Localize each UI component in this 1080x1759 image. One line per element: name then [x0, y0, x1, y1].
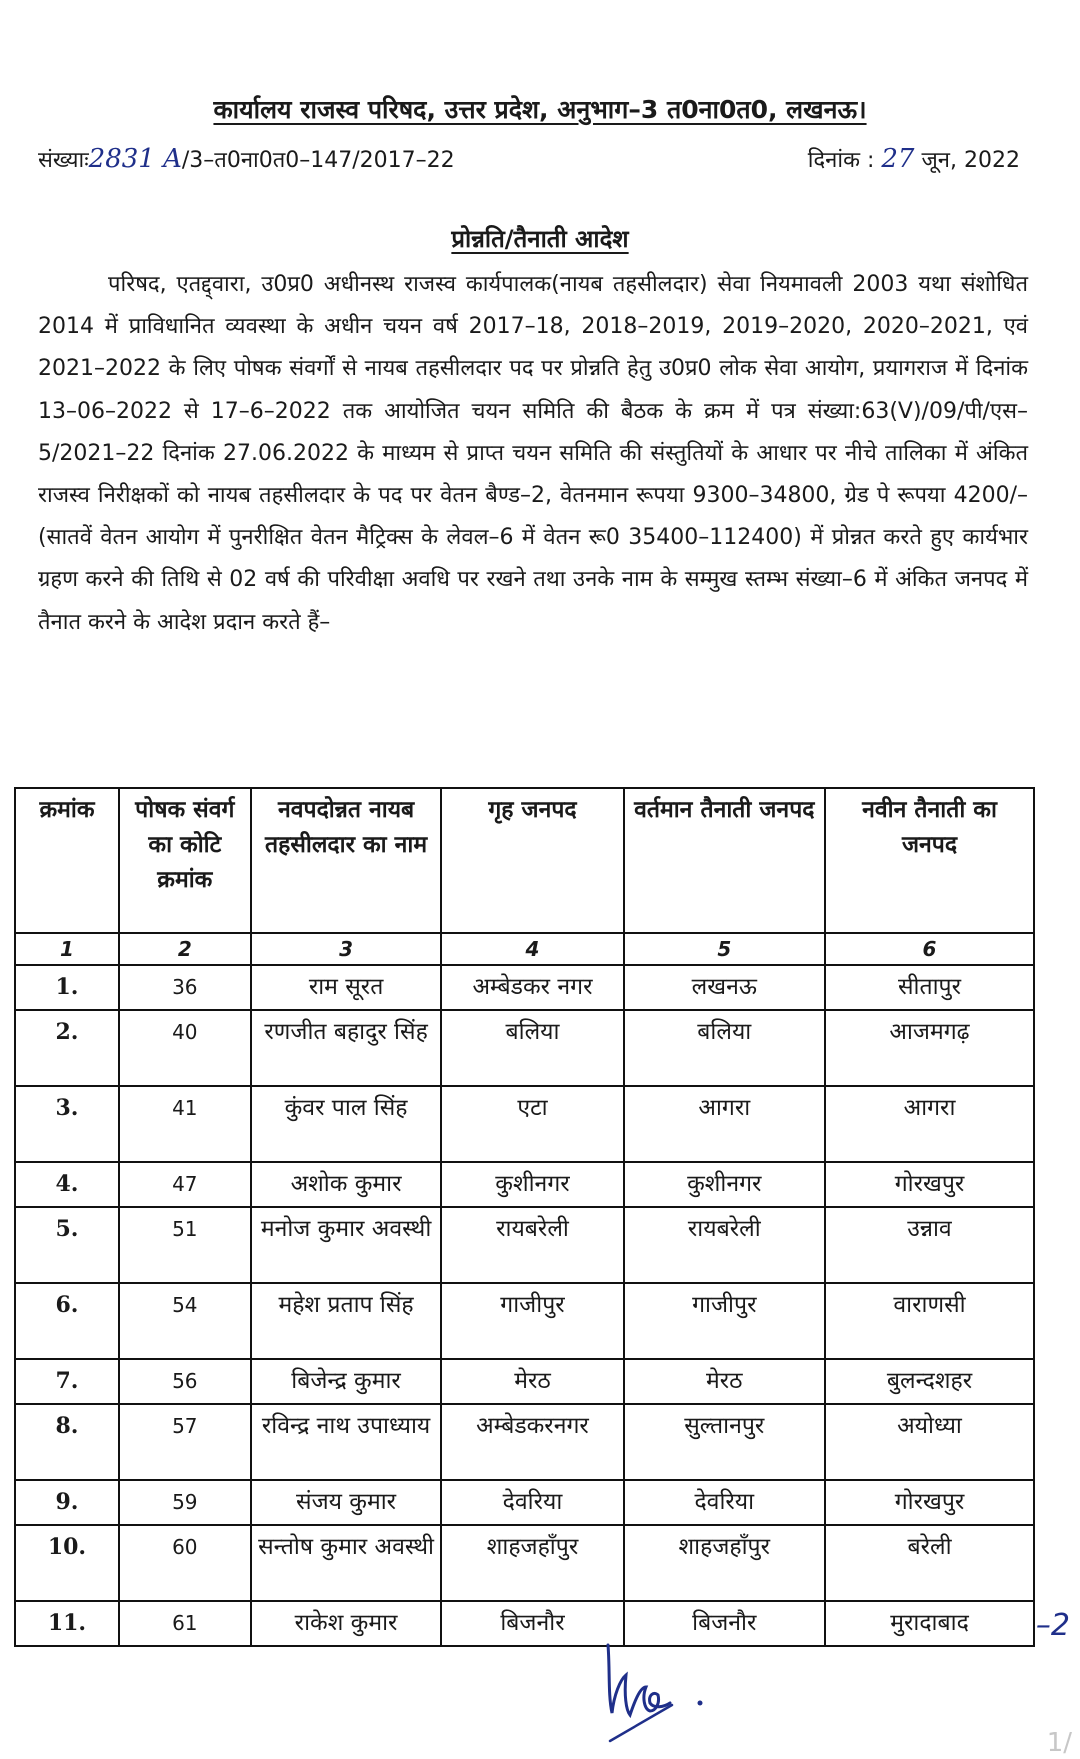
quota-cell: 47 [119, 1162, 251, 1207]
column-number: 5 [624, 933, 825, 965]
office-heading: कार्यालय राजस्व परिषद, उत्तर प्रदेश, अनुभाग–3 त0ना0त0, लखनऊ। [213, 95, 867, 124]
current-district-cell: बलिया [624, 1010, 825, 1086]
quota-cell: 40 [119, 1010, 251, 1086]
corner-page-number: 1/ [1046, 1728, 1072, 1758]
new-district-cell: आगरा [825, 1086, 1034, 1162]
quota-cell: 59 [119, 1480, 251, 1525]
home-district-cell: अम्बेडकरनगर [441, 1404, 623, 1480]
name-cell: संजय कुमार [251, 1480, 442, 1525]
table-row [15, 1086, 1034, 1162]
header-serial: क्रमांक [15, 788, 119, 933]
order-subject: प्रोन्नति/तैनाती आदेश [451, 225, 629, 253]
date-rest: जून, 2022 [921, 148, 1020, 173]
current-district-cell: कुशीनगर [624, 1162, 825, 1207]
table-row [15, 1480, 1034, 1525]
current-district-cell: लखनऊ [624, 965, 825, 1010]
quota-cell: 60 [119, 1525, 251, 1601]
header-quota-number: पोषक संवर्ग का कोटि क्रमांक [119, 788, 251, 933]
name-cell: रणजीत बहादुर सिंह [251, 1010, 442, 1086]
column-number: 6 [825, 933, 1034, 965]
reference-row [38, 140, 1020, 180]
new-district-cell: बरेली [825, 1525, 1034, 1601]
table-header-row [15, 788, 1034, 933]
table-row [15, 1359, 1034, 1404]
current-district-cell: आगरा [624, 1086, 825, 1162]
current-district-cell: सुल्तानपुर [624, 1404, 825, 1480]
serial-cell: 6. [15, 1283, 119, 1359]
name-cell: राकेश कुमार [251, 1601, 442, 1646]
home-district-cell: देवरिया [441, 1480, 623, 1525]
current-district-cell: मेरठ [624, 1359, 825, 1404]
column-number-row [15, 933, 1034, 965]
header-name: नवपदोन्नत नायब तहसीलदार का नाम [251, 788, 442, 933]
signature-image [580, 1625, 730, 1745]
order-body-text: परिषद, एतद्द्वारा, उ0प्र0 अधीनस्थ राजस्व कार्यपालक(नायब तहसीलदार) सेवा नियमावली 2003 यथा संशोधित 2014 में प्राविधानित व्यवस्था के अधीन चयन वर्ष 2017–18, 2018–2019, 2019–2020, 2020–2021, एवं 2021–2022 के लिए पोषक संवर्गों से नायब तहसीलदार पद पर प्रोन्नति हेतु उ0प्र0 लोक सेवा आयोग, प्रयागराज में दिनांक 13–06–2022 से 17–6–2022 तक आयोजित चयन समिति की बैठक के क्रम में पत्र संख्या:63(V)/09/पी/एस–5/2021–22 दिनांक 27.06.2022 के माध्यम से प्राप्त चयन समिति की संस्तुतियों के आधार पर नीचे तालिका में अंकित राजस्व निरीक्षकों को नायब तहसीलदार के पद पर वेतन बैण्ड–2, वेतनमान रूपया 9300–34800, ग्रेड पे रूपया 4200/– (सातवें वेतन आयोग में पुनरीक्षित वेतन मैट्रिक्स के लेवल–6 में वेतन रू0 35400–112400) में प्रोन्नत करते हुए कार्यभार ग्रहण करने की तिथि से 02 वर्ष की परिवीक्षा अवधि पर रखने तथा उनके नाम के सम्मुख स्तम्भ संख्या–6 में अंकित जनपद में तैनात करने के आदेश प्रदान करते हैं– [38, 272, 1028, 635]
new-district-cell: बुलन्दशहर [825, 1359, 1034, 1404]
name-cell: राम सूरत [251, 965, 442, 1010]
home-district-cell: कुशीनगर [441, 1162, 623, 1207]
name-cell: सन्तोष कुमार अवस्थी [251, 1525, 442, 1601]
new-district-cell: सीतापुर [825, 965, 1034, 1010]
column-number: 4 [441, 933, 623, 965]
table-row [15, 1525, 1034, 1601]
serial-cell: 2. [15, 1010, 119, 1086]
serial-cell: 3. [15, 1086, 119, 1162]
serial-cell: 11. [15, 1601, 119, 1646]
new-district-cell: आजमगढ़ [825, 1010, 1034, 1086]
serial-cell: 1. [15, 965, 119, 1010]
home-district-cell: मेरठ [441, 1359, 623, 1404]
quota-cell: 57 [119, 1404, 251, 1480]
current-district-cell: शाहजहाँपुर [624, 1525, 825, 1601]
home-district-cell: अम्बेडकर नगर [441, 965, 623, 1010]
home-district-cell: रायबरेली [441, 1207, 623, 1283]
name-cell: अशोक कुमार [251, 1162, 442, 1207]
new-district-cell: उन्नाव [825, 1207, 1034, 1283]
handwritten-date: 27 [881, 144, 915, 174]
date-label: दिनांक : [807, 148, 875, 173]
serial-cell: 10. [15, 1525, 119, 1601]
name-cell: रविन्द्र नाथ उपाध्याय [251, 1404, 442, 1480]
serial-cell: 8. [15, 1404, 119, 1480]
header-home-district: गृह जनपद [441, 788, 623, 933]
new-district-cell: मुरादाबाद [825, 1601, 1034, 1646]
header-current-district: वर्तमान तैनाती जनपद [624, 788, 825, 933]
quota-cell: 61 [119, 1601, 251, 1646]
quota-cell: 51 [119, 1207, 251, 1283]
table-row [15, 1207, 1034, 1283]
column-number: 2 [119, 933, 251, 965]
serial-cell: 5. [15, 1207, 119, 1283]
name-cell: कुंवर पाल सिंह [251, 1086, 442, 1162]
home-district-cell: शाहजहाँपुर [441, 1525, 623, 1601]
promotion-table [14, 787, 1035, 1647]
new-district-cell: गोरखपुर [825, 1480, 1034, 1525]
current-district-cell: गाजीपुर [624, 1283, 825, 1359]
table-row [15, 1010, 1034, 1086]
home-district-cell: एटा [441, 1086, 623, 1162]
number-suffix: /3–त0ना0त0–147/2017–22 [181, 148, 455, 173]
current-district-cell: देवरिया [624, 1480, 825, 1525]
serial-cell: 7. [15, 1359, 119, 1404]
column-number: 1 [15, 933, 119, 965]
header-new-district: नवीन तैनाती का जनपद [825, 788, 1034, 933]
home-district-cell: बलिया [441, 1010, 623, 1086]
quota-cell: 36 [119, 965, 251, 1010]
name-cell: बिजेन्द्र कुमार [251, 1359, 442, 1404]
new-district-cell: वाराणसी [825, 1283, 1034, 1359]
table-body [15, 965, 1034, 1646]
current-district-cell: बिजनौर [624, 1601, 825, 1646]
name-cell: मनोज कुमार अवस्थी [251, 1207, 442, 1283]
serial-cell: 4. [15, 1162, 119, 1207]
home-district-cell: बिजनौर [441, 1601, 623, 1646]
reference-number [38, 144, 455, 174]
serial-cell: 9. [15, 1480, 119, 1525]
quota-cell: 56 [119, 1359, 251, 1404]
number-prefix: संख्याः [38, 148, 89, 173]
quota-cell: 54 [119, 1283, 251, 1359]
table-row [15, 1162, 1034, 1207]
column-number: 3 [251, 933, 442, 965]
table-row [15, 965, 1034, 1010]
table-row [15, 1404, 1034, 1480]
new-district-cell: अयोध्या [825, 1404, 1034, 1480]
quota-cell: 41 [119, 1086, 251, 1162]
name-cell: महेश प्रताप सिंह [251, 1283, 442, 1359]
table-row [15, 1283, 1034, 1359]
home-district-cell: गाजीपुर [441, 1283, 623, 1359]
order-body [38, 264, 1028, 644]
page-continue-mark: –2 [1035, 1608, 1070, 1643]
current-district-cell: रायबरेली [624, 1207, 825, 1283]
reference-date [808, 144, 1020, 174]
new-district-cell: गोरखपुर [825, 1162, 1034, 1207]
table-row [15, 1601, 1034, 1646]
handwritten-number: 2831 A [88, 144, 182, 174]
